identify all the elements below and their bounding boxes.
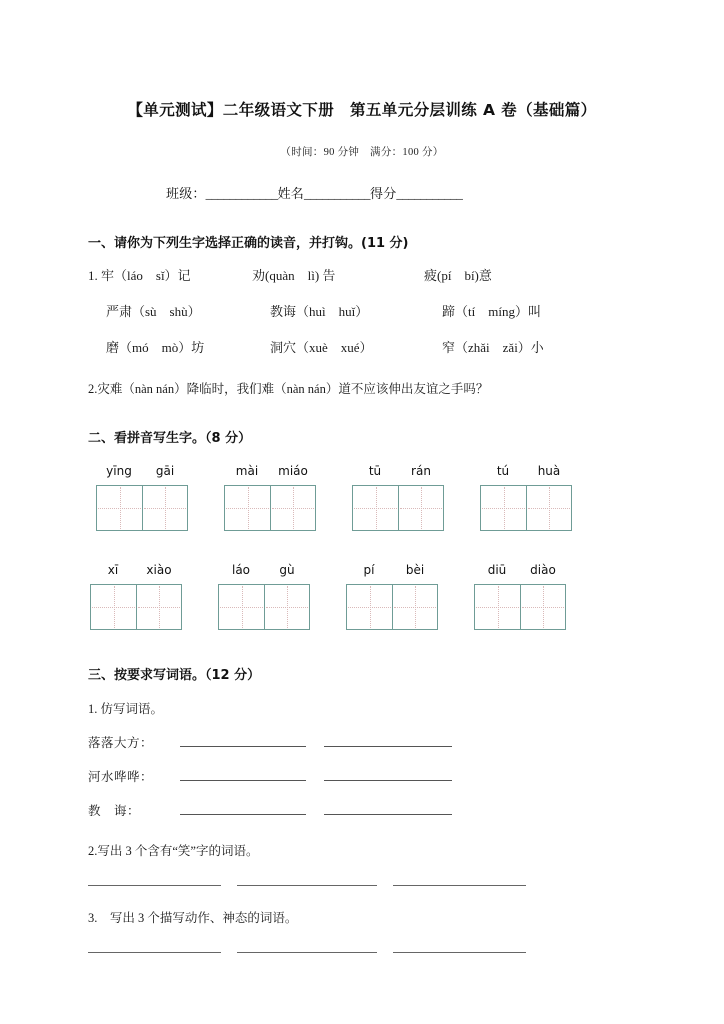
tianzige-cell[interactable] <box>270 486 315 530</box>
tianzige-cell[interactable] <box>264 585 309 629</box>
choice-item[interactable]: 教诲（huì huǐ） <box>270 304 369 319</box>
pinyin-grid-group <box>480 464 572 531</box>
pattern-label: 教 诲： <box>88 804 141 818</box>
pattern-label: 河水哗哗： <box>88 770 154 784</box>
pattern-answer-blank[interactable] <box>324 814 452 815</box>
tianzige-cell[interactable] <box>520 585 565 629</box>
tianzige-cell[interactable] <box>481 486 526 530</box>
pinyin-grid-group <box>474 563 566 630</box>
pinyin-grid-row-1 <box>88 446 636 531</box>
choice-item[interactable]: 窄（zhǎi zǎi）小 <box>442 340 544 355</box>
pattern-row <box>88 751 636 785</box>
pinyin-syllable: pí <box>363 563 375 577</box>
name-blank[interactable]: ___________ <box>304 186 371 201</box>
choice-item[interactable]: 蹄（tí míng）叫 <box>442 304 541 319</box>
answer-blank[interactable] <box>237 885 377 886</box>
tianzige-cell[interactable] <box>97 486 142 530</box>
tianzige-cell[interactable] <box>475 585 520 629</box>
section-three-sub-3: 3. 写出 3 个描写动作、神态的词语。 <box>88 911 298 925</box>
answer-blank[interactable] <box>237 952 377 953</box>
tianzige-box[interactable] <box>474 584 566 630</box>
pinyin-syllable: yīng <box>106 464 132 478</box>
tianzige-cell[interactable] <box>219 585 264 629</box>
pinyin-syllable: láo <box>231 563 251 577</box>
choice-text: 牢（láo sǐ）记 <box>101 268 191 283</box>
tianzige-box[interactable] <box>480 485 572 531</box>
pattern-answer-blank[interactable] <box>180 814 306 815</box>
tianzige-cell[interactable] <box>392 585 437 629</box>
tianzige-box[interactable] <box>218 584 310 630</box>
pattern-answer-blank[interactable] <box>180 780 306 781</box>
pinyin-syllable: mài <box>235 464 259 478</box>
section-two <box>88 397 636 630</box>
choice-row <box>88 265 636 301</box>
class-label: 班级： <box>166 186 206 201</box>
score-label: 得分 <box>370 186 397 201</box>
tianzige-box[interactable] <box>224 485 316 531</box>
pinyin-label-pair <box>96 464 188 485</box>
pattern-label: 落落大方： <box>88 736 154 750</box>
page-title: 【单元测试】二年级语文下册 第五单元分层训练 A 卷（基础篇） <box>127 101 597 119</box>
pattern-answer-blank[interactable] <box>324 746 452 747</box>
name-label: 姓名 <box>277 186 305 201</box>
answer-blank[interactable] <box>393 885 526 886</box>
choice-item[interactable]: 洞穴（xuè xué） <box>270 340 373 355</box>
exam-meta-subtitle: （时间：90 分钟 满分：100 分） <box>280 147 444 158</box>
student-info-line <box>88 159 636 202</box>
tianzige-cell[interactable] <box>347 585 392 629</box>
pinyin-syllable: miáo <box>278 464 308 478</box>
choice-item[interactable]: 严肃（sù shù） <box>106 304 201 319</box>
tianzige-cell[interactable] <box>225 486 270 530</box>
pattern-row <box>88 785 636 819</box>
pattern-answer-blank[interactable] <box>324 780 452 781</box>
pinyin-grid-group <box>352 464 480 531</box>
pinyin-label-pair <box>224 464 316 485</box>
section-three-heading: 三、按要求写词语。（12 分） <box>88 668 261 683</box>
answer-line-group <box>88 926 636 953</box>
row-number: 1. <box>88 268 98 283</box>
tianzige-cell[interactable] <box>398 486 443 530</box>
section-one <box>88 202 636 397</box>
pinyin-syllable: gù <box>279 563 295 577</box>
pinyin-grid-group <box>346 563 474 630</box>
choice-row <box>88 301 636 337</box>
pinyin-syllable: xī <box>107 563 119 577</box>
answer-blank[interactable] <box>393 952 526 953</box>
choice-item[interactable]: 疲(pí bí)意 <box>424 268 492 283</box>
score-blank[interactable]: ___________ <box>396 186 463 201</box>
pinyin-syllable: bèi <box>405 563 425 577</box>
answer-blank[interactable] <box>88 952 221 953</box>
answer-line-group <box>88 859 636 886</box>
choice-item[interactable] <box>88 265 252 284</box>
class-blank[interactable]: ____________ <box>205 186 278 201</box>
pinyin-label-pair <box>352 464 444 485</box>
pinyin-syllable: xiào <box>146 563 172 577</box>
choice-item[interactable]: 劝(quàn lì) 告 <box>252 268 336 283</box>
pattern-answer-blank[interactable] <box>180 746 306 747</box>
pinyin-syllable: tū <box>368 464 382 478</box>
tianzige-cell[interactable] <box>91 585 136 629</box>
pinyin-syllable: diū <box>487 563 507 577</box>
pinyin-grid-group <box>218 563 346 630</box>
tianzige-box[interactable] <box>346 584 438 630</box>
tianzige-cell[interactable] <box>526 486 571 530</box>
pinyin-syllable: rán <box>411 464 431 478</box>
pinyin-label-pair <box>346 563 438 584</box>
tianzige-box[interactable] <box>96 485 188 531</box>
pattern-row <box>88 717 636 751</box>
choice-item[interactable]: 磨（mó mò）坊 <box>106 340 205 355</box>
tianzige-box[interactable] <box>352 485 444 531</box>
section-one-heading: 一、请你为下列生字选择正确的读音，并打钩。(11 分) <box>88 236 409 251</box>
pinyin-label-pair <box>90 563 182 584</box>
section-three-sub-2: 2.写出 3 个含有“笑”字的词语。 <box>88 844 259 858</box>
pinyin-label-pair <box>480 464 572 485</box>
pinyin-syllable: tú <box>496 464 510 478</box>
pinyin-syllable: diào <box>530 563 556 577</box>
section-one-question-2[interactable]: 2.灾难（nàn nán）降临时，我们难（nàn nán）道不应该伸出友谊之手吗？ <box>88 382 489 396</box>
pinyin-syllable: huà <box>537 464 561 478</box>
pinyin-grid-group <box>96 464 224 531</box>
pinyin-grid-group <box>90 563 218 630</box>
tianzige-box[interactable] <box>90 584 182 630</box>
section-three-sub-1: 1. 仿写词语。 <box>88 702 164 716</box>
pinyin-grid-row-2 <box>88 531 636 630</box>
tianzige-cell[interactable] <box>142 486 187 530</box>
section-two-heading: 二、看拼音写生字。（8 分） <box>88 431 252 446</box>
section-one-choice-rows <box>88 251 636 373</box>
pinyin-label-pair <box>218 563 310 584</box>
answer-blank[interactable] <box>88 885 221 886</box>
tianzige-cell[interactable] <box>136 585 181 629</box>
tianzige-cell[interactable] <box>353 486 398 530</box>
pinyin-grid-group <box>224 464 352 531</box>
section-three <box>88 630 636 953</box>
choice-row <box>88 337 636 373</box>
pinyin-syllable: gāi <box>155 464 175 478</box>
pinyin-label-pair <box>474 563 566 584</box>
